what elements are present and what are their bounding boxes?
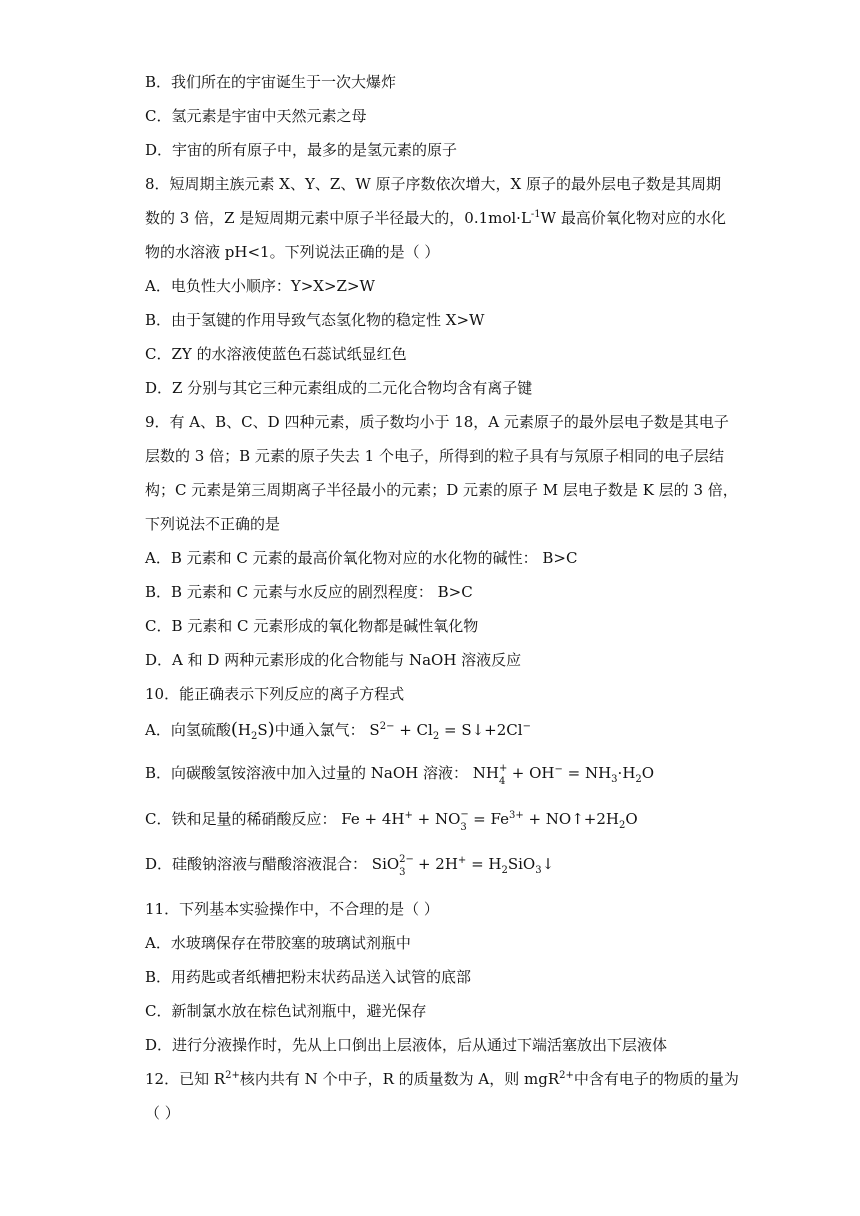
subscript: 2	[432, 731, 440, 742]
formula-run: = Fe	[468, 810, 509, 828]
sup-sub-stack	[498, 763, 508, 787]
question-9-line-2: 层数的 3 倍；B 元素的原子失去 1 个电子，所得到的粒子具有与氖原子相同的电子层结	[145, 447, 724, 465]
formula-run: H	[237, 721, 251, 739]
question-9-line-1: 9．有 A、B、C、D 四种元素，质子数均小于 18，A 元素原子的最外层电子数是其电子	[145, 413, 729, 431]
superscript: +	[498, 763, 508, 774]
open-paren: (	[230, 719, 238, 740]
question-11: 11．下列基本实验操作中，不合理的是（ ）	[145, 900, 439, 918]
formula-run: ↓	[541, 855, 555, 873]
formula-run: + NO	[412, 810, 461, 828]
formula-run: = NH	[562, 764, 612, 782]
option-d-q8: D．Z 分别与其它三种元素组成的二元化合物均含有离子键	[145, 379, 533, 397]
superscript: −	[522, 721, 531, 732]
question-8-line-3: 物的水溶液 pH<1。下列说法正确的是（ ）	[145, 243, 440, 261]
formula-run: + Cl	[394, 721, 433, 739]
superscript: +	[457, 855, 467, 866]
question-12-line-2: （ ）	[145, 1104, 180, 1122]
option-d-q10	[145, 854, 555, 878]
option-c-q7: C．氢元素是宇宙中天然元素之母	[145, 107, 367, 125]
question-10: 10．能正确表示下列反应的离子方程式	[145, 685, 405, 703]
superscript: 2−	[379, 721, 395, 732]
text-run: C．铁和足量的稀硝酸反应： Fe + 4H	[145, 810, 405, 828]
question-8-line-2	[145, 208, 726, 228]
question-9-line-3: 构；C 元素是第三周期离子半径最小的元素；D 元素的原子 M 层电子数是 K 层的 3 倍，	[145, 481, 738, 499]
option-c-q9: C．B 元素和 C 元素形成的氧化物都是碱性氧化物	[145, 617, 479, 635]
superscript: −	[554, 764, 563, 775]
formula-run: O	[641, 764, 655, 782]
option-c-q10	[145, 809, 638, 833]
option-b-q10	[145, 763, 655, 787]
text-run: 核内共有 N 个中子，R 的质量数为 A，则 mgR	[239, 1070, 560, 1088]
question-9-line-4: 下列说法不正确的是	[145, 515, 281, 533]
subscript: 4	[498, 776, 506, 787]
superscript: -1	[530, 209, 541, 220]
option-b-q8: B．由于氢键的作用导致气态氢化物的稳定性 X>W	[145, 311, 485, 329]
subscript: 2	[635, 774, 642, 785]
option-a-q9: A．B 元素和 C 元素的最高价氧化物对应的水化物的碱性： B>C	[145, 549, 578, 567]
option-d-q9: D．A 和 D 两种元素形成的化合物能与 NaOH 溶液反应	[145, 651, 522, 669]
text-run: B．向碳酸氢铵溶液中加入过量的 NaOH 溶液： NH	[145, 764, 499, 782]
formula-run: + 2H	[413, 855, 458, 873]
subscript: 3	[535, 865, 542, 876]
text-run: A．向氢硫酸	[145, 721, 231, 739]
superscript: −	[460, 809, 469, 820]
subscript: 2	[250, 731, 258, 742]
option-b-q7: B．我们所在的宇宙诞生于一次大爆炸	[145, 73, 397, 91]
superscript: 3+	[508, 810, 524, 821]
option-d-q11: D．进行分液操作时，先从上口倒出上层液体，后从通过下端活塞放出下层液体	[145, 1036, 668, 1054]
superscript: 2−	[399, 854, 414, 865]
close-paren: )	[267, 719, 275, 740]
option-a-q11: A．水玻璃保存在带胶塞的玻璃试剂瓶中	[145, 934, 411, 952]
text-run: W 最高价氧化物对应的水化	[540, 209, 726, 227]
subscript: 2	[619, 820, 626, 831]
formula-run: = H	[466, 855, 502, 873]
option-c-q11: C．新制氯水放在棕色试剂瓶中，避光保存	[145, 1002, 427, 1020]
sup-sub-stack	[399, 854, 414, 878]
text-run: 中通入氯气： S	[274, 721, 380, 739]
subscript: 3	[399, 867, 406, 878]
superscript: +	[404, 810, 413, 821]
formula-run: + NO↑+2H	[523, 810, 619, 828]
text-run: 中含有电子的物质的量为	[573, 1070, 739, 1088]
option-b-q11: B．用药匙或者纸槽把粉末状药品送入试管的底部	[145, 968, 472, 986]
formula-run: ·H	[617, 764, 636, 782]
text-run: 数的 3 倍，Z 是短周期元素中原子半径最大的，0.1mol·L	[145, 209, 531, 227]
question-12-line-1	[145, 1069, 739, 1089]
formula-run: SiO	[507, 855, 536, 873]
formula-run: S	[257, 721, 268, 739]
formula-run: O	[625, 810, 638, 828]
text-run: D．硅酸钠溶液与醋酸溶液混合： SiO	[145, 855, 400, 873]
option-a-q8: A．电负性大小顺序：Y>X>Z>W	[145, 277, 375, 295]
subscript: 3	[460, 822, 467, 833]
option-b-q9: B．B 元素和 C 元素与水反应的剧烈程度： B>C	[145, 583, 473, 601]
option-c-q8: C．ZY 的水溶液使蓝色石蕊试纸显红色	[145, 345, 407, 363]
option-a-q10	[145, 720, 531, 740]
option-d-q7: D．宇宙的所有原子中，最多的是氢元素的原子	[145, 141, 458, 159]
text-run: 12．已知 R	[145, 1070, 226, 1088]
question-8-line-1: 8．短周期主族元素 X、Y、Z、W 原子序数依次增大，X 原子的最外层电子数是其周期	[145, 175, 721, 193]
superscript: 2+	[559, 1070, 574, 1081]
formula-run: + OH	[506, 764, 555, 782]
superscript: 2+	[225, 1070, 240, 1081]
formula-run: = S↓+2Cl	[439, 721, 523, 739]
sup-sub-stack	[460, 809, 469, 833]
subscript: 3	[611, 774, 618, 785]
subscript: 2	[501, 865, 508, 876]
